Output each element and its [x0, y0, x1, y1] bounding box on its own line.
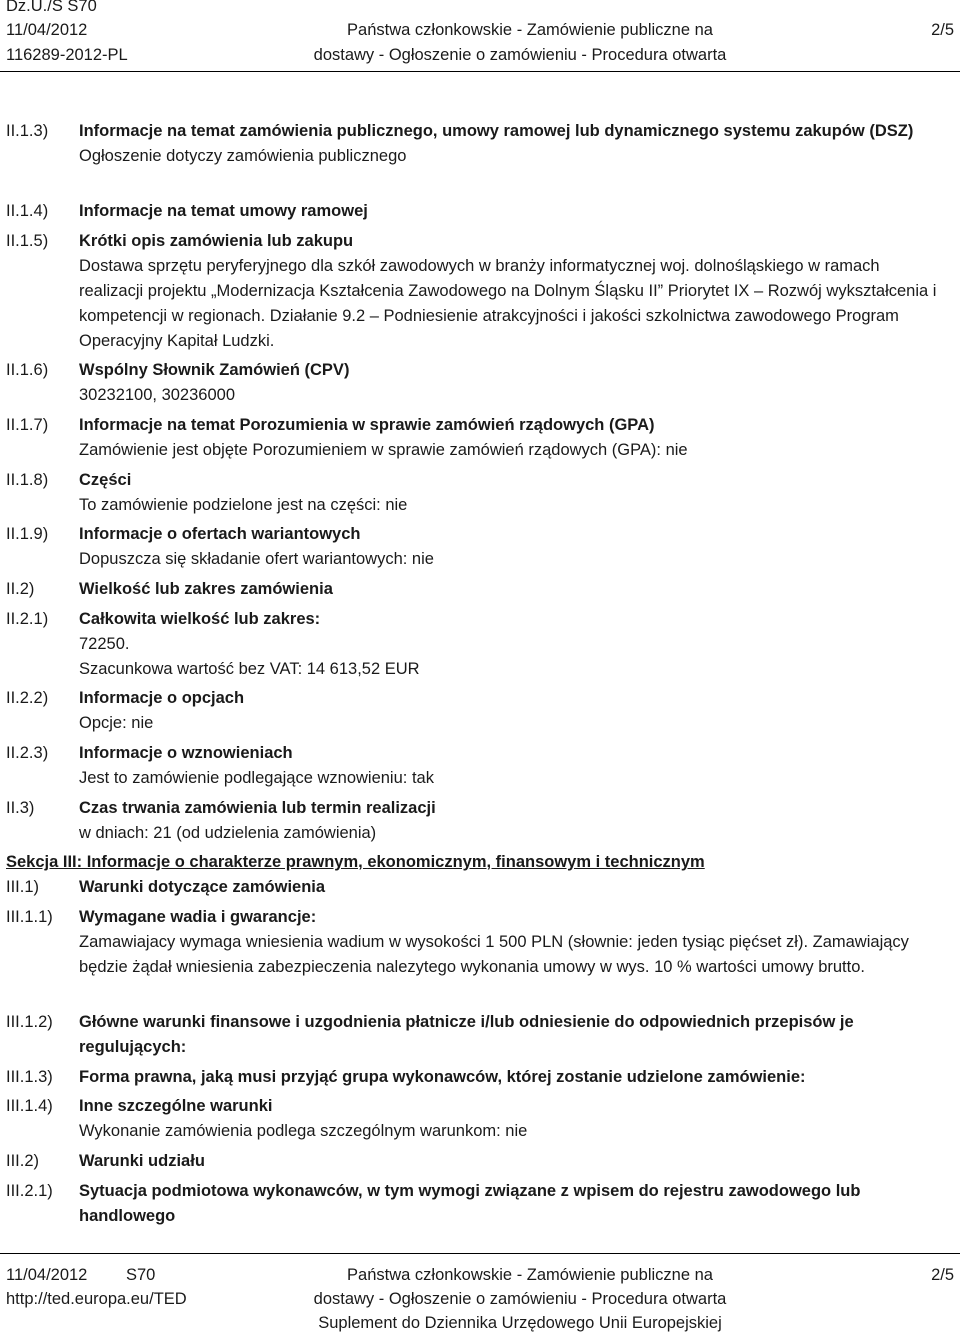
item-number: III.1.4)	[6, 1097, 53, 1115]
item-value: Ogłoszenie dotyczy zamówienia publicznego	[79, 147, 407, 165]
header-date: 11/04/2012	[6, 21, 88, 39]
item-number: II.1.5)	[6, 232, 49, 250]
item-value: w dniach: 21 (od udzielenia zamówienia)	[79, 824, 377, 842]
item-number: II.1.6)	[6, 361, 49, 379]
item-title: Czas trwania zamówienia lub termin realizacji	[79, 799, 436, 817]
item-value: Wykonanie zamówienia podlega szczególnym warunkom: nie	[79, 1122, 528, 1140]
notice-number: 116289-2012-PL	[6, 46, 128, 64]
footer-series: S70	[126, 1266, 156, 1284]
section-heading: Sekcja III: Informacje o charakterze prawnym, ekonomicznym, finansowym i technicznym	[6, 853, 705, 871]
item-number: III.1)	[6, 878, 40, 896]
header-page-number: 2/5	[931, 21, 954, 39]
item-number: II.1.8)	[6, 471, 49, 489]
footer-page-number: 2/5	[931, 1266, 954, 1284]
item-title: Inne szczególne warunki	[79, 1097, 273, 1115]
footer-rule	[0, 1253, 960, 1254]
item-title: Wspólny Słownik Zamówień (CPV)	[79, 361, 350, 379]
item-title: Sytuacja podmiotowa wykonawców, w tym wymogi związane z wpisem do rejestru zawodowego lub handlowego	[79, 1182, 861, 1225]
item-number: II.1.9)	[6, 525, 49, 543]
item-title: Warunki dotyczące zamówienia	[79, 878, 326, 896]
item-value: Dostawa sprzętu peryferyjnego dla szkół zawodowych w branży informatycznej woj. dolnośląskiego w ramach realizacji projektu „Modernizacja Kształcenia Zawodowego na Dolnym Śląsku II” Priorytet IX – Rozwój wykształcenia i kompetencji w regionach. Działanie 9.2 – Podniesienie atrakcyjności i jakości szkolnictwa zawodowego Program Operacyjny Kapitał Ludzki.	[79, 257, 937, 350]
footer-url[interactable]: http://ted.europa.eu/TED	[6, 1290, 187, 1308]
item-title: Informacje na temat umowy ramowej	[79, 202, 368, 220]
footer-supplement: Suplement do Dziennika Urzędowego Unii Europejskiej	[318, 1314, 722, 1332]
item-number: II.2.1)	[6, 610, 49, 628]
item-title: Informacje o wznowieniach	[79, 744, 293, 762]
item-value: Dopuszcza się składanie ofert wariantowych: nie	[79, 550, 434, 568]
journal-ref: Dz.U./S S70	[6, 0, 97, 15]
item-number: III.1.1)	[6, 908, 53, 926]
item-title: Forma prawna, jaką musi przyjąć grupa wykonawców, której zostanie udzielone zamówienie:	[79, 1068, 806, 1086]
item-value: Jest to zamówienie podlegające wznowieniu: tak	[79, 769, 434, 787]
item-value: To zamówienie podzielone jest na części: nie	[79, 496, 408, 514]
item-title: Główne warunki finansowe i uzgodnienia płatnicze i/lub odniesienie do odpowiednich przepisów je regulujących:	[79, 1013, 854, 1056]
item-number: II.2.2)	[6, 689, 49, 707]
item-title: Informacje na temat zamówienia publicznego, umowy ramowej lub dynamicznego systemu zakupów (DSZ)	[79, 122, 914, 140]
item-number: II.1.7)	[6, 416, 49, 434]
header-title-line2: dostawy - Ogłoszenie o zamówieniu - Procedura otwarta	[313, 46, 727, 64]
item-value: Opcje: nie	[79, 714, 154, 732]
item-number: II.2.3)	[6, 744, 49, 762]
item-title: Całkowita wielkość lub zakres:	[79, 610, 321, 628]
footer-title-line2: dostawy - Ogłoszenie o zamówieniu - Procedura otwarta	[313, 1290, 727, 1308]
item-number: II.1.3)	[6, 122, 49, 140]
item-title: Krótki opis zamówienia lub zakupu	[79, 232, 354, 250]
footer-date: 11/04/2012	[6, 1266, 88, 1284]
item-title: Warunki udziału	[79, 1152, 205, 1170]
footer-title-line1: Państwa członkowskie - Zamówienie publiczne na	[347, 1266, 713, 1284]
item-value: 72250.	[79, 635, 130, 653]
item-number: III.2)	[6, 1152, 40, 1170]
item-title: Części	[79, 471, 132, 489]
item-number: II.3)	[6, 799, 35, 817]
header-title-line1: Państwa członkowskie - Zamówienie publiczne na	[347, 21, 713, 39]
item-number: III.2.1)	[6, 1182, 53, 1200]
item-title: Wymagane wadia i gwarancje:	[79, 908, 317, 926]
header-rule	[0, 71, 960, 72]
item-number: III.1.2)	[6, 1013, 53, 1031]
item-title: Informacje o opcjach	[79, 689, 245, 707]
estimated-value: Szacunkowa wartość bez VAT: 14 613,52 EUR	[79, 660, 420, 678]
item-title: Informacje o ofertach wariantowych	[79, 525, 361, 543]
item-title: Informacje na temat Porozumienia w sprawie zamówień rządowych (GPA)	[79, 416, 655, 434]
item-number: II.1.4)	[6, 202, 49, 220]
item-value: Zamówienie jest objęte Porozumieniem w sprawie zamówień rządowych (GPA): nie	[79, 441, 688, 459]
item-value: 30232100, 30236000	[79, 386, 235, 404]
item-number: II.2)	[6, 580, 35, 598]
item-value: Zamawiajacy wymaga wniesienia wadium w wysokości 1 500 PLN (słownie: jeden tysiąc pięćset zł). Zamawiający będzie żądał wniesienia zabezpieczenia nalezytego wykonania umowy w wys. 10 % wartości umowy brutto.	[79, 933, 909, 976]
item-number: III.1.3)	[6, 1068, 53, 1086]
item-title: Wielkość lub zakres zamówienia	[79, 580, 333, 598]
